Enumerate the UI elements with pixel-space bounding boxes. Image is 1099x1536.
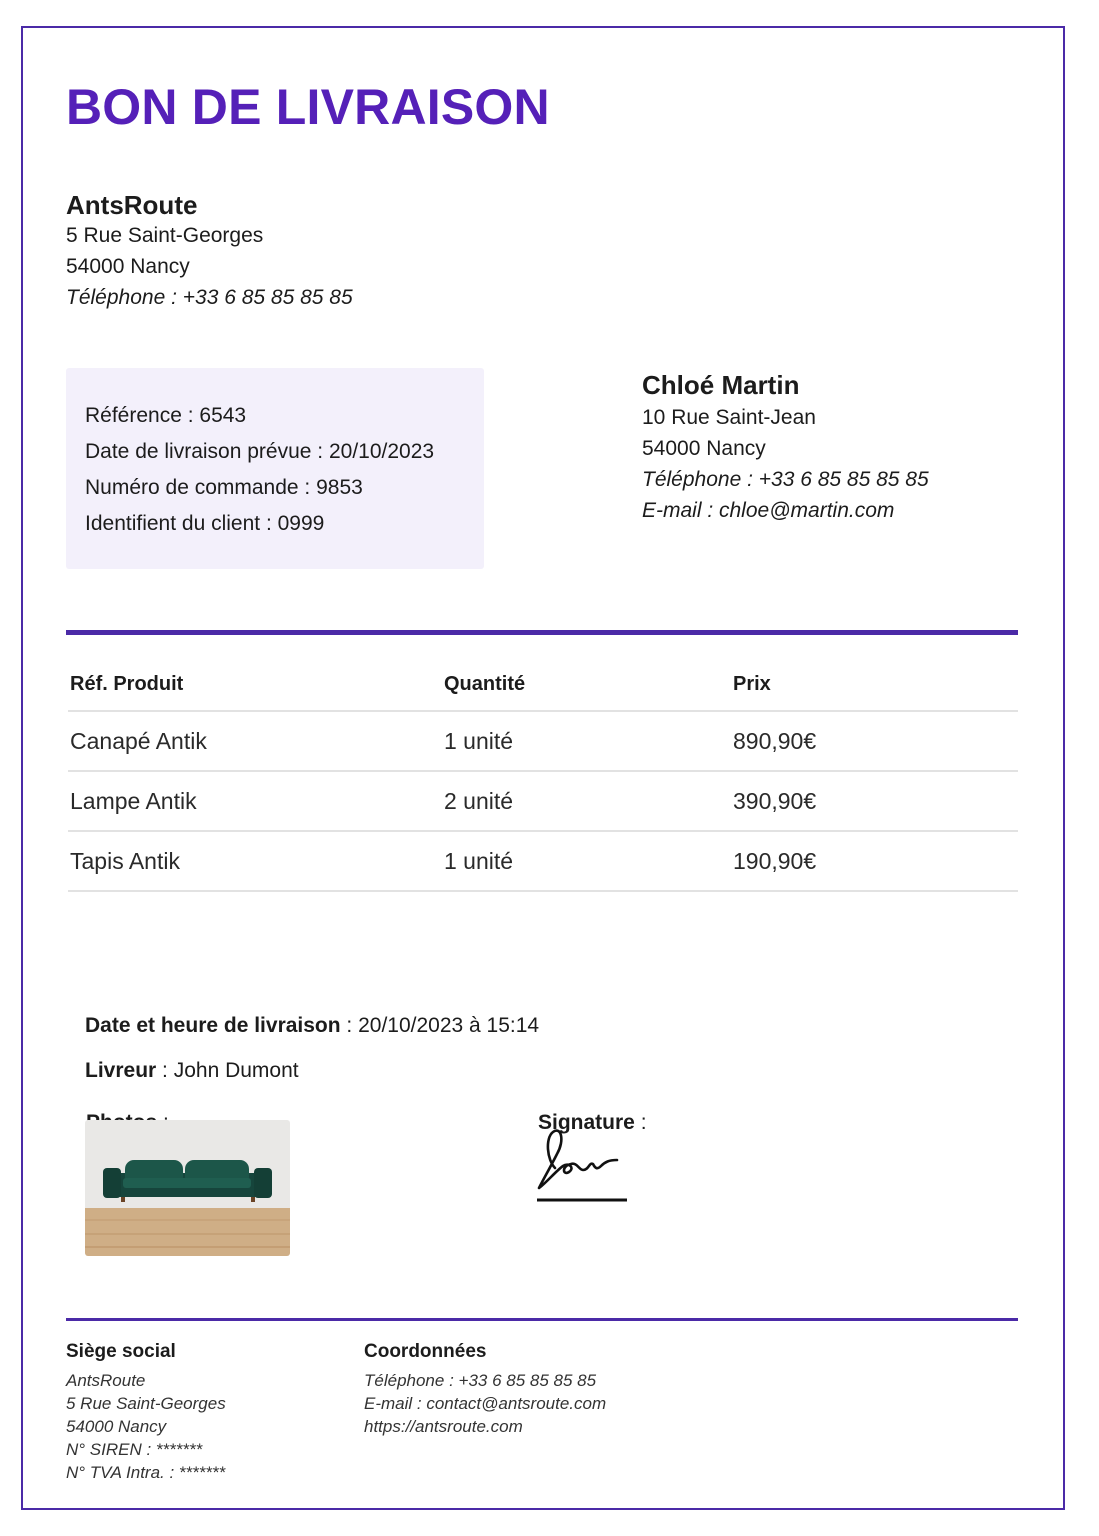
table-row — [68, 712, 1018, 772]
product-price: 890,90€ — [733, 727, 817, 754]
planned-delivery-date: Date de livraison prévue : 20/10/2023 — [85, 440, 435, 463]
sender-street: 5 Rue Saint-Georges — [66, 224, 264, 247]
table-header-row — [68, 658, 1018, 712]
contact-email[interactable]: E-mail : contact@antsroute.com — [364, 1394, 607, 1413]
sender-phone: Téléphone : +33 6 85 85 85 85 — [66, 286, 353, 309]
delivery-datetime — [85, 1003, 539, 1048]
order-reference: Référence : 6543 — [85, 404, 247, 427]
recipient-name: Chloé Martin — [642, 370, 800, 400]
product-name: Lampe Antik — [70, 787, 197, 814]
signature-scribble — [535, 1124, 635, 1206]
product-quantity: 1 unité — [444, 847, 514, 874]
header-price: Prix — [733, 672, 771, 695]
header-product-ref: Réf. Produit — [70, 672, 184, 695]
product-price: 190,90€ — [733, 847, 817, 874]
table-top-divider — [66, 630, 1018, 635]
sender-city: 54000 Nancy — [66, 255, 190, 278]
delivery-driver — [85, 1048, 539, 1093]
head-office-line: 54000 Nancy — [66, 1417, 167, 1436]
signature-label-text: Signature — [538, 1111, 635, 1134]
recipient-email: E-mail : chloe@martin.com — [642, 499, 895, 522]
contact-website-link[interactable]: https://antsroute.com — [364, 1417, 523, 1436]
table-row — [68, 772, 1018, 832]
customer-signature — [535, 1124, 635, 1206]
order-info-box — [66, 368, 484, 569]
recipient-phone: Téléphone : +33 6 85 85 85 85 — [642, 468, 929, 491]
head-office-line: 5 Rue Saint-Georges — [66, 1394, 226, 1413]
contact-phone: Téléphone : +33 6 85 85 85 85 — [364, 1371, 597, 1390]
contact-title: Coordonnées — [364, 1341, 487, 1362]
document-title: BON DE LIVRAISON — [66, 79, 550, 135]
products-table — [68, 658, 1018, 892]
driver-value: : John Dumont — [156, 1059, 299, 1082]
head-office-title: Siège social — [66, 1341, 176, 1362]
header-quantity: Quantité — [444, 672, 526, 695]
signature-label-suffix: : — [634, 1111, 647, 1134]
head-office-line: N° TVA Intra. : ******* — [66, 1463, 226, 1482]
delivery-datetime-value: : 20/10/2023 à 15:14 — [340, 1014, 540, 1037]
product-price: 390,90€ — [733, 787, 817, 814]
table-row — [68, 832, 1018, 892]
order-number: Numéro de commande : 9853 — [85, 476, 363, 499]
sender-block — [66, 190, 353, 313]
footer-contact — [364, 1340, 606, 1438]
delivery-datetime-label: Date et heure de livraison — [85, 1014, 341, 1037]
head-office-line: N° SIREN : ******* — [66, 1440, 203, 1459]
product-name: Canapé Antik — [70, 727, 207, 754]
delivery-details — [85, 1003, 539, 1093]
recipient-block — [642, 368, 929, 526]
sofa-photo-image — [85, 1120, 290, 1256]
driver-label: Livreur — [85, 1059, 157, 1082]
product-quantity: 1 unité — [444, 727, 514, 754]
recipient-city: 54000 Nancy — [642, 437, 766, 460]
recipient-street: 10 Rue Saint-Jean — [642, 406, 816, 429]
product-name: Tapis Antik — [70, 847, 180, 874]
sender-name: AntsRoute — [66, 190, 198, 220]
footer-divider — [66, 1318, 1018, 1321]
client-id: Identifient du client : 0999 — [85, 512, 325, 535]
delivery-photo-sofa[interactable] — [85, 1120, 290, 1256]
delivery-note-page — [21, 26, 1065, 1510]
product-quantity: 2 unité — [444, 787, 514, 814]
head-office-line: AntsRoute — [66, 1371, 146, 1390]
footer-head-office — [66, 1340, 226, 1484]
